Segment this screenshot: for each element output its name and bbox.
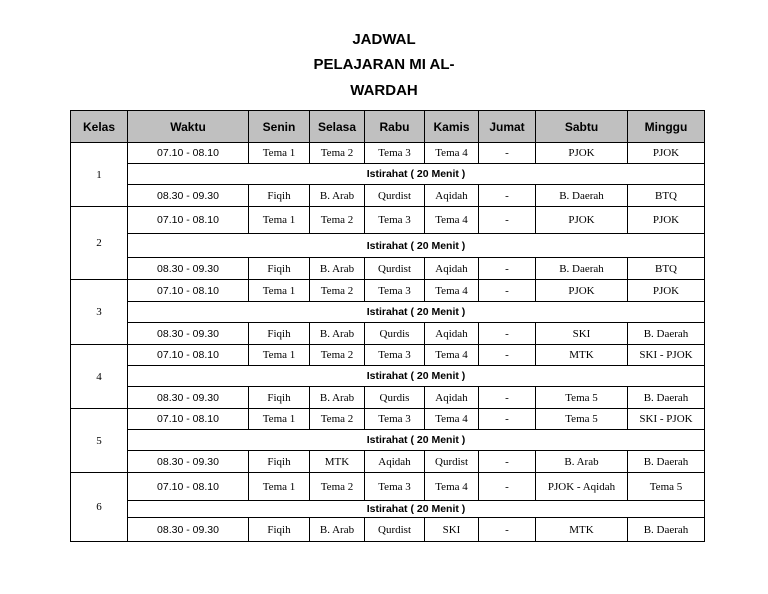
break-label: Istirahat ( 20 Menit )	[128, 366, 705, 387]
schedule-body	[71, 143, 705, 542]
subject-cell-sabtu: PJOK	[536, 280, 628, 302]
subject-cell-rabu: Qurdist	[365, 518, 425, 542]
subject-cell-selasa: Tema 2	[310, 143, 365, 164]
kelas-cell: 6	[71, 473, 128, 542]
subject-cell-jumat: -	[479, 409, 536, 430]
subject-cell-minggu: B. Daerah	[628, 323, 705, 345]
subject-cell-senin: Fiqih	[249, 387, 310, 409]
subject-cell-selasa: Tema 2	[310, 280, 365, 302]
table-row	[71, 387, 705, 409]
subject-cell-selasa: B. Arab	[310, 387, 365, 409]
time-cell: 07.10 - 08.10	[128, 409, 249, 430]
subject-cell-senin: Fiqih	[249, 185, 310, 207]
subject-cell-minggu: SKI - PJOK	[628, 409, 705, 430]
kelas-cell: 5	[71, 409, 128, 473]
subject-cell-minggu: PJOK	[628, 280, 705, 302]
subject-cell-selasa: B. Arab	[310, 518, 365, 542]
table-row	[71, 451, 705, 473]
header-senin: Senin	[249, 111, 310, 143]
time-cell: 07.10 - 08.10	[128, 143, 249, 164]
subject-cell-kamis: Tema 4	[425, 345, 479, 366]
break-row	[71, 164, 705, 185]
subject-cell-rabu: Qurdis	[365, 387, 425, 409]
header-kamis: Kamis	[425, 111, 479, 143]
subject-cell-sabtu: MTK	[536, 345, 628, 366]
subject-cell-minggu: SKI - PJOK	[628, 345, 705, 366]
table-row	[71, 409, 705, 430]
subject-cell-kamis: Aqidah	[425, 387, 479, 409]
subject-cell-kamis: Tema 4	[425, 143, 479, 164]
header-waktu: Waktu	[128, 111, 249, 143]
subject-cell-minggu: B. Daerah	[628, 451, 705, 473]
table-row	[71, 185, 705, 207]
time-cell: 07.10 - 08.10	[128, 207, 249, 234]
subject-cell-jumat: -	[479, 258, 536, 280]
subject-cell-senin: Tema 1	[249, 409, 310, 430]
break-label: Istirahat ( 20 Menit )	[128, 164, 705, 185]
time-cell: 07.10 - 08.10	[128, 280, 249, 302]
subject-cell-senin: Fiqih	[249, 258, 310, 280]
subject-cell-jumat: -	[479, 387, 536, 409]
subject-cell-kamis: SKI	[425, 518, 479, 542]
subject-cell-rabu: Aqidah	[365, 451, 425, 473]
time-cell: 07.10 - 08.10	[128, 345, 249, 366]
subject-cell-kamis: Aqidah	[425, 323, 479, 345]
subject-cell-kamis: Aqidah	[425, 258, 479, 280]
subject-cell-kamis: Tema 4	[425, 409, 479, 430]
time-cell: 08.30 - 09.30	[128, 258, 249, 280]
subject-cell-kamis: Aqidah	[425, 185, 479, 207]
subject-cell-selasa: Tema 2	[310, 473, 365, 501]
schedule-table	[70, 110, 705, 542]
subject-cell-sabtu: MTK	[536, 518, 628, 542]
subject-cell-sabtu: PJOK	[536, 207, 628, 234]
title-line-3: WARDAH	[350, 82, 418, 99]
kelas-cell: 2	[71, 207, 128, 280]
subject-cell-selasa: Tema 2	[310, 207, 365, 234]
break-label: Istirahat ( 20 Menit )	[128, 234, 705, 258]
subject-cell-selasa: B. Arab	[310, 258, 365, 280]
time-cell: 08.30 - 09.30	[128, 323, 249, 345]
header-sabtu: Sabtu	[536, 111, 628, 143]
subject-cell-selasa: MTK	[310, 451, 365, 473]
subject-cell-sabtu: PJOK	[536, 143, 628, 164]
subject-cell-minggu: BTQ	[628, 258, 705, 280]
subject-cell-rabu: Tema 3	[365, 473, 425, 501]
subject-cell-jumat: -	[479, 143, 536, 164]
subject-cell-jumat: -	[479, 280, 536, 302]
subject-cell-jumat: -	[479, 185, 536, 207]
table-row	[71, 518, 705, 542]
subject-cell-rabu: Tema 3	[365, 143, 425, 164]
subject-cell-jumat: -	[479, 518, 536, 542]
subject-cell-minggu: PJOK	[628, 143, 705, 164]
subject-cell-rabu: Tema 3	[365, 345, 425, 366]
kelas-cell: 4	[71, 345, 128, 409]
subject-cell-rabu: Tema 3	[365, 207, 425, 234]
subject-cell-kamis: Qurdist	[425, 451, 479, 473]
header-minggu: Minggu	[628, 111, 705, 143]
subject-cell-minggu: B. Daerah	[628, 518, 705, 542]
subject-cell-selasa: Tema 2	[310, 409, 365, 430]
subject-cell-kamis: Tema 4	[425, 473, 479, 501]
subject-cell-sabtu: SKI	[536, 323, 628, 345]
subject-cell-sabtu: B. Daerah	[536, 185, 628, 207]
time-cell: 08.30 - 09.30	[128, 185, 249, 207]
table-row	[71, 207, 705, 234]
table-row	[71, 143, 705, 164]
title-line-2: PELAJARAN MI AL-	[313, 56, 455, 73]
kelas-cell: 3	[71, 280, 128, 345]
break-row	[71, 430, 705, 451]
table-row	[71, 258, 705, 280]
break-row	[71, 366, 705, 387]
subject-cell-sabtu: PJOK - Aqidah	[536, 473, 628, 501]
table-row	[71, 280, 705, 302]
header-jumat: Jumat	[479, 111, 536, 143]
table-row	[71, 323, 705, 345]
subject-cell-selasa: B. Arab	[310, 185, 365, 207]
subject-cell-rabu: Tema 3	[365, 280, 425, 302]
subject-cell-jumat: -	[479, 451, 536, 473]
time-cell: 08.30 - 09.30	[128, 451, 249, 473]
subject-cell-sabtu: B. Arab	[536, 451, 628, 473]
subject-cell-senin: Fiqih	[249, 518, 310, 542]
subject-cell-rabu: Qurdist	[365, 258, 425, 280]
time-cell: 07.10 - 08.10	[128, 473, 249, 501]
break-row	[71, 234, 705, 258]
header-selasa: Selasa	[310, 111, 365, 143]
subject-cell-rabu: Tema 3	[365, 409, 425, 430]
subject-cell-senin: Tema 1	[249, 280, 310, 302]
subject-cell-minggu: B. Daerah	[628, 387, 705, 409]
kelas-cell: 1	[71, 143, 128, 207]
subject-cell-sabtu: Tema 5	[536, 409, 628, 430]
subject-cell-selasa: Tema 2	[310, 345, 365, 366]
table-row	[71, 473, 705, 501]
subject-cell-rabu: Qurdis	[365, 323, 425, 345]
subject-cell-jumat: -	[479, 345, 536, 366]
subject-cell-rabu: Qurdist	[365, 185, 425, 207]
subject-cell-minggu: PJOK	[628, 207, 705, 234]
subject-cell-senin: Tema 1	[249, 207, 310, 234]
subject-cell-jumat: -	[479, 473, 536, 501]
break-label: Istirahat ( 20 Menit )	[128, 501, 705, 518]
time-cell: 08.30 - 09.30	[128, 387, 249, 409]
subject-cell-minggu: BTQ	[628, 185, 705, 207]
title-line-1: JADWAL	[352, 31, 416, 48]
subject-cell-kamis: Tema 4	[425, 280, 479, 302]
subject-cell-sabtu: Tema 5	[536, 387, 628, 409]
subject-cell-jumat: -	[479, 323, 536, 345]
break-label: Istirahat ( 20 Menit )	[128, 430, 705, 451]
break-row	[71, 501, 705, 518]
header-kelas: Kelas	[71, 111, 128, 143]
subject-cell-senin: Tema 1	[249, 143, 310, 164]
subject-cell-selasa: B. Arab	[310, 323, 365, 345]
header-row	[71, 111, 705, 143]
subject-cell-senin: Tema 1	[249, 345, 310, 366]
subject-cell-senin: Tema 1	[249, 473, 310, 501]
subject-cell-minggu: Tema 5	[628, 473, 705, 501]
break-row	[71, 302, 705, 323]
subject-cell-sabtu: B. Daerah	[536, 258, 628, 280]
subject-cell-kamis: Tema 4	[425, 207, 479, 234]
break-label: Istirahat ( 20 Menit )	[128, 302, 705, 323]
header-rabu: Rabu	[365, 111, 425, 143]
time-cell: 08.30 - 09.30	[128, 518, 249, 542]
subject-cell-jumat: -	[479, 207, 536, 234]
subject-cell-senin: Fiqih	[249, 323, 310, 345]
subject-cell-senin: Fiqih	[249, 451, 310, 473]
table-row	[71, 345, 705, 366]
